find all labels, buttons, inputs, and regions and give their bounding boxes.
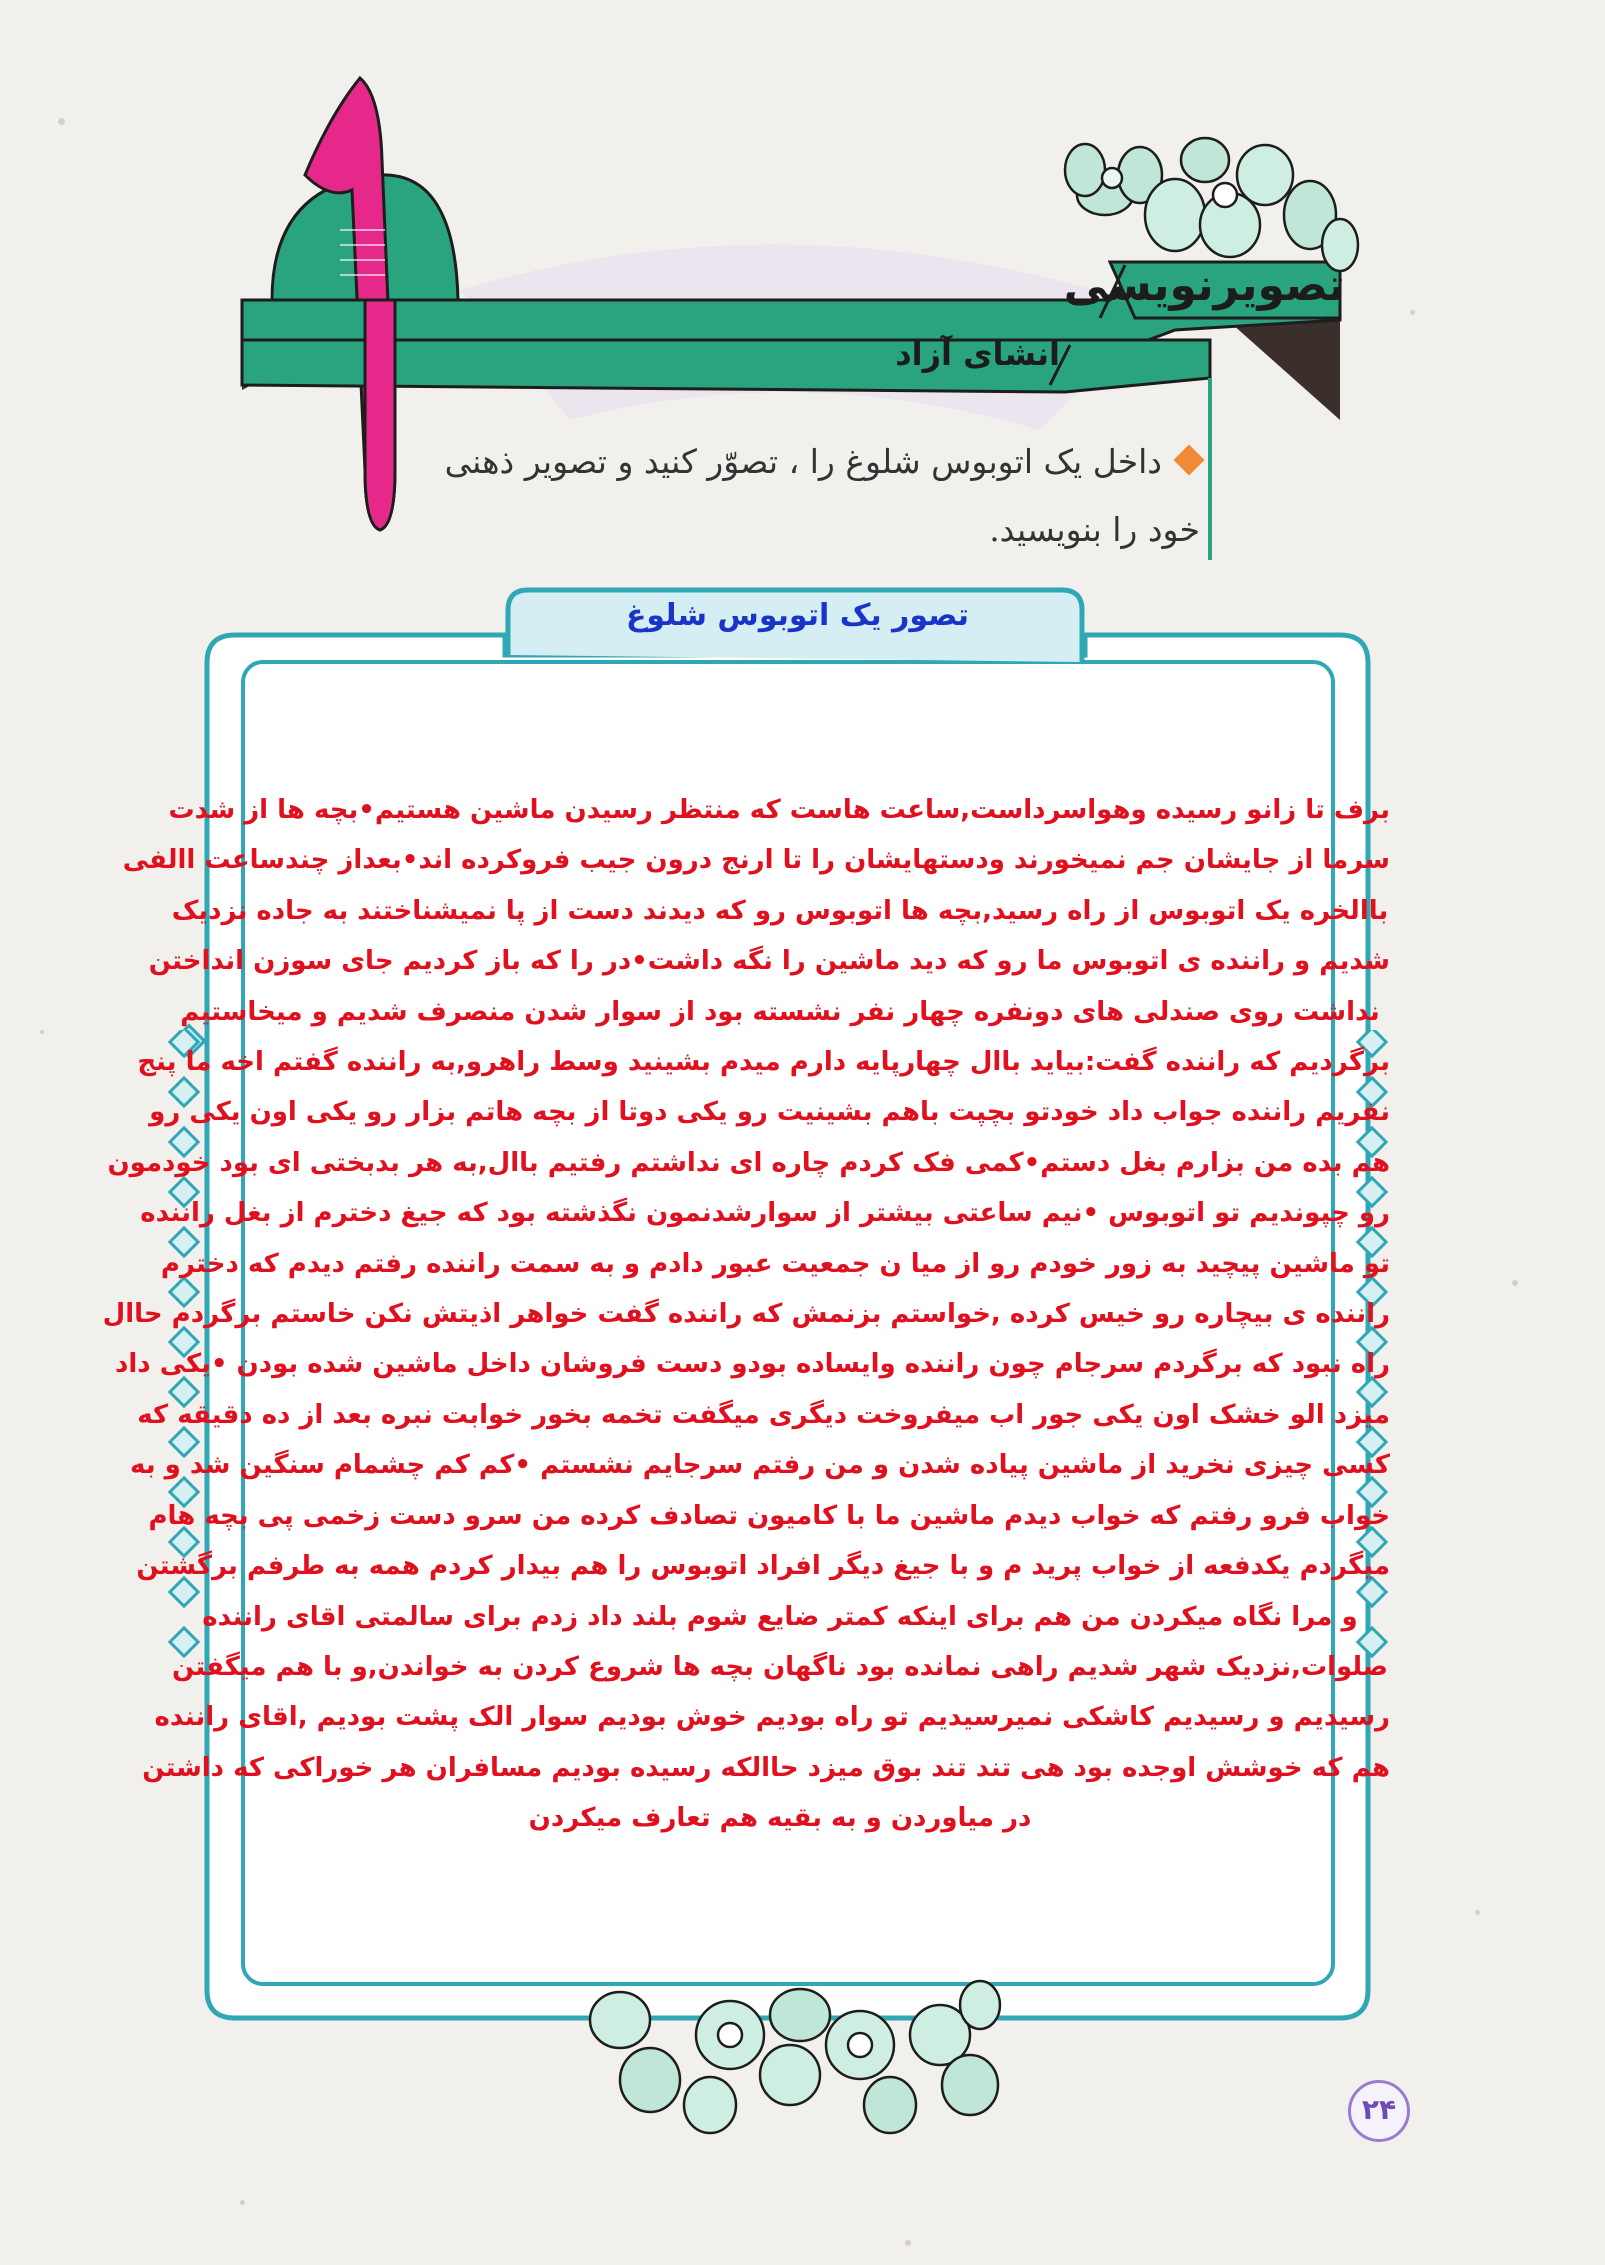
essay-line: میزد الو خشک اون یکی جور اب میفروخت دیگری میگفت تخمه بخور خوابت نبره بعد از ده دقیقه که xyxy=(137,1399,1390,1430)
essay-line: صلوات,نزدیک شهر شدیم راهی نمانده بود ناگهان بچه ها شروع کردن به خواندن,و با هم میگفتن xyxy=(171,1651,1389,1682)
diamond-bullet-icon xyxy=(1173,444,1204,475)
essay-line: هم که خوشش اوجده بود هی تند تند بوق میزد حاالکه رسیده بودیم مسافران هر خوراکی که داشتن xyxy=(142,1752,1390,1783)
essay-line: نداشت روی صندلی های دونفره چهار نفر نشسته بود از سوار شدن منصرف شدیم و میخاستیم xyxy=(180,996,1380,1027)
essay-line: رسیدیم و رسیدیم کاشکی نمیرسیدیم تو راه بودیم خوش بودیم سوار الک پشت بودیم ,اقای راننده xyxy=(154,1702,1390,1733)
flowers-top-right xyxy=(1065,138,1358,271)
essay-line: شدیم و راننده ی اتوبوس ما رو که دید ماشین را نگه داشت•در را که باز کردیم جای سوزن انداختن xyxy=(148,946,1390,977)
essay-line: میگردم یکدفعه از خواب پرید م و با جیغ دیگر افراد اتوبوس را هم بیدار کردم همه به طرفم برگشتن xyxy=(136,1551,1390,1582)
essay-line: برف تا زانو رسیده وهواسرداست,ساعت هاست که منتظر رسیدن ماشین هستیم•بچه ها از شدت xyxy=(168,795,1390,825)
essay-line: برگردیم که راننده گفت:بیاید باال چهارپایه دارم میدم بشینید وسط راهرو,به راننده گفتم اخه ما پنج xyxy=(137,1047,1390,1078)
flowers-bottom xyxy=(560,1965,1040,2145)
instruction-label: داخل یک اتوبوس شلوغ را ، تصوّر کنید و تصویر ذهنی خود را بنویسید. xyxy=(444,442,1200,549)
section-subtitle: انشای آزاد xyxy=(895,335,1060,373)
section-title: تصویرنویسی xyxy=(1063,260,1345,311)
instruction-text xyxy=(420,428,1200,564)
essay-line: نفریم راننده جواب داد خودتو بچپت باهم بشینیت رو یکی دوتا از بچه هاتم بزار رو یکی اون یکی رو xyxy=(149,1097,1390,1128)
essay-line: در میاوردن و به بقیه هم تعارف میکردن xyxy=(528,1803,1032,1834)
page-number: ۲۴ xyxy=(1348,2080,1410,2142)
essay-line: خواب فرو رفتم که خواب دیدم ماشین ما با کامیون تصادف کرده من سرو دست زخمی پی بچه هام xyxy=(148,1500,1390,1531)
essay-line: باالخره یک اتوبوس از راه رسید,بچه ها اتوبوس رو که دیدند دست از پا نمیشناختند به جاده نزدیک xyxy=(171,895,1389,926)
essay-line: سرما از جایشان جم نمیخورند ودستهایشان را تا ارنج درون جیب فروکرده اند•بعداز چندساعت االفی xyxy=(122,845,1390,876)
essay-line: هم بده من بزارم بغل دستم•کمی فک کردم چاره ای نداشتم رفتیم باال,به هر بدبختی ای بود خودمون xyxy=(107,1147,1390,1178)
essay-line: و مرا نگاه میکردن من هم برای اینکه کمتر ضایع شوم بلند داد زدم برای سالمتی اقای راننده xyxy=(202,1601,1358,1632)
essay-line: راه نبود که برگردم سرجام چون راننده وایساده بودو دست فروشان داخل ماشین شده بودن •یکی داد xyxy=(115,1349,1390,1380)
essay-line: تو ماشین پیچید به زور خودم رو از میا ن جمعیت عبور دادم و به سمت راننده رفتم دیدم که دخترم xyxy=(160,1248,1390,1279)
topic-label: تصور یک اتوبوس شلوغ xyxy=(625,598,970,633)
essay-line: کسی چیزی نخرید از ماشین پیاده شدن و من رفتم سرجایم نشستم •کم کم چشمام سنگین شد و به xyxy=(130,1450,1390,1481)
essay-line: رو چپوندیم تو اتوبوس •نیم ساعتی بیشتر از سوارشدنمون نگذشته بود که جیغ دخترم از بغل راننده xyxy=(140,1198,1390,1229)
essay-text xyxy=(102,785,1390,1844)
essay-line: راننده ی بیچاره رو خیس کرده ,خواستم بزنمش که راننده گفت خواهر اذیتش نکن خاستم برگردم حاال xyxy=(102,1299,1390,1330)
